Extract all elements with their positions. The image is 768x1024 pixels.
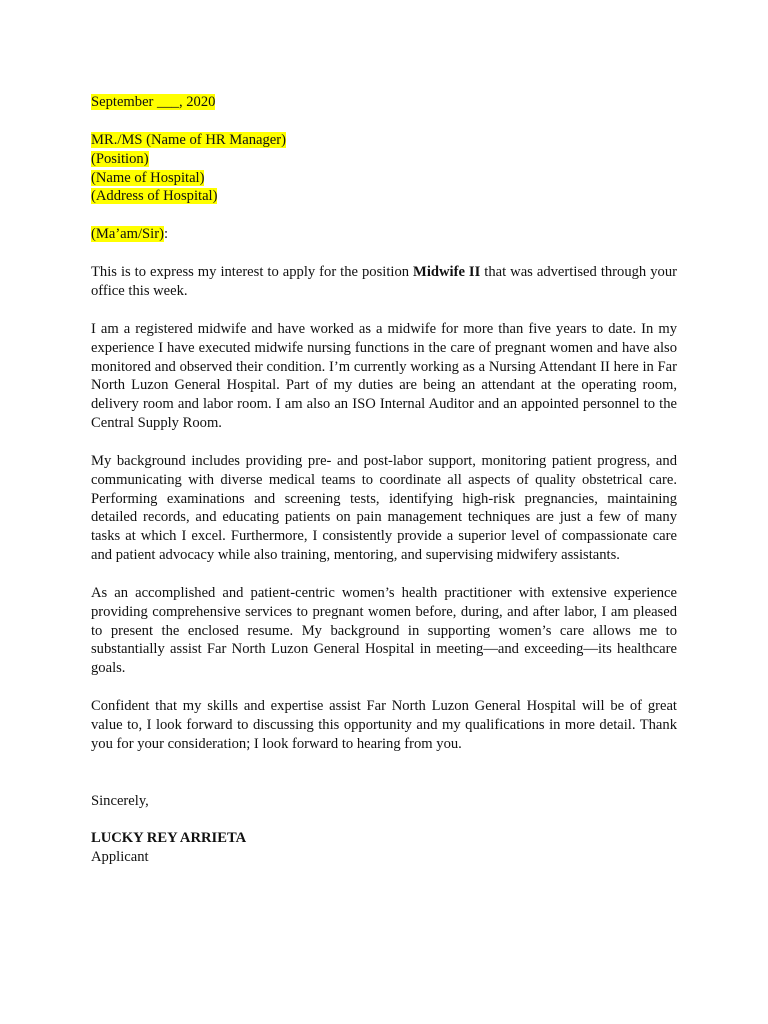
signature-block <box>91 829 677 867</box>
recipient-address: (Address of Hospital) <box>91 188 218 205</box>
salutation-colon: : <box>163 226 169 242</box>
intro-position: Midwife II <box>413 264 481 280</box>
date-line <box>91 93 677 112</box>
paragraph-text: As an accomplished and patient-centric women’s health practitioner with extensive experience providing comprehensive services to pregnant women before, during, and after labor, I am pleased to present the enclosed resume. My background in supporting women’s care allows me to substantially assist Far North Luzon General Hospital in meeting—and exceeding—its healthcare goals. <box>91 585 677 677</box>
paragraph-text: My background includes providing pre- and post-labor support, monitoring patient progress, and communicating with diverse medical teams to coordinate all aspects of quality obstetrical care. Performing examinations and screening tests, identifying high-risk pregnancies, maintaining detailed records, and educating patients on pain management techniques are just a few of many tasks at which I excel. Furthermore, I consistently provide a superior level of compassionate care and patient advocacy while also training, mentoring, and supervising midwifery assistants. <box>91 453 677 563</box>
paragraph-text: I am a registered midwife and have worked as a midwife for more than five years to date. In my experience I have executed midwife nursing functions in the care of pregnant women and have also monitored and observed their condition. I’m currently working as a Nursing Attendant II here in Far North Luzon General Hospital. Part of my duties are being an attendant at the operating room, delivery room and labor room. I am also an ISO Internal Auditor and an appointed personnel to the Central Supply Room. <box>91 321 677 431</box>
intro-before: This is to express my interest to apply for the position <box>91 264 414 280</box>
recipient-block <box>91 131 677 206</box>
recipient-position: (Position) <box>91 150 149 167</box>
closing-paragraph <box>91 697 677 753</box>
salutation-line <box>91 225 677 244</box>
date-text: September ___, 2020 <box>91 94 216 110</box>
intro-paragraph <box>91 263 677 301</box>
recipient-hospital: (Name of Hospital) <box>91 169 205 186</box>
recipient-name: MR./MS (Name of HR Manager) <box>91 132 286 148</box>
background-paragraph <box>91 452 677 565</box>
accomplishment-paragraph <box>91 584 677 678</box>
signature-title: Applicant <box>91 848 149 865</box>
experience-paragraph <box>91 320 677 433</box>
closing-line <box>91 792 677 811</box>
paragraph-text: Confident that my skills and expertise assist Far North Luzon General Hospital will be of great value to, I look forward to discussing this opportunity and my qualifications in more detail. Thank you for your consideration; I look forward to hearing from you. <box>91 698 677 752</box>
closing-text: Sincerely, <box>91 793 149 809</box>
signature-name: LUCKY REY ARRIETA <box>91 830 247 846</box>
salutation-text: (Ma’am/Sir) <box>91 226 164 242</box>
intro-after: that was advertised through your office this week. <box>91 264 677 299</box>
